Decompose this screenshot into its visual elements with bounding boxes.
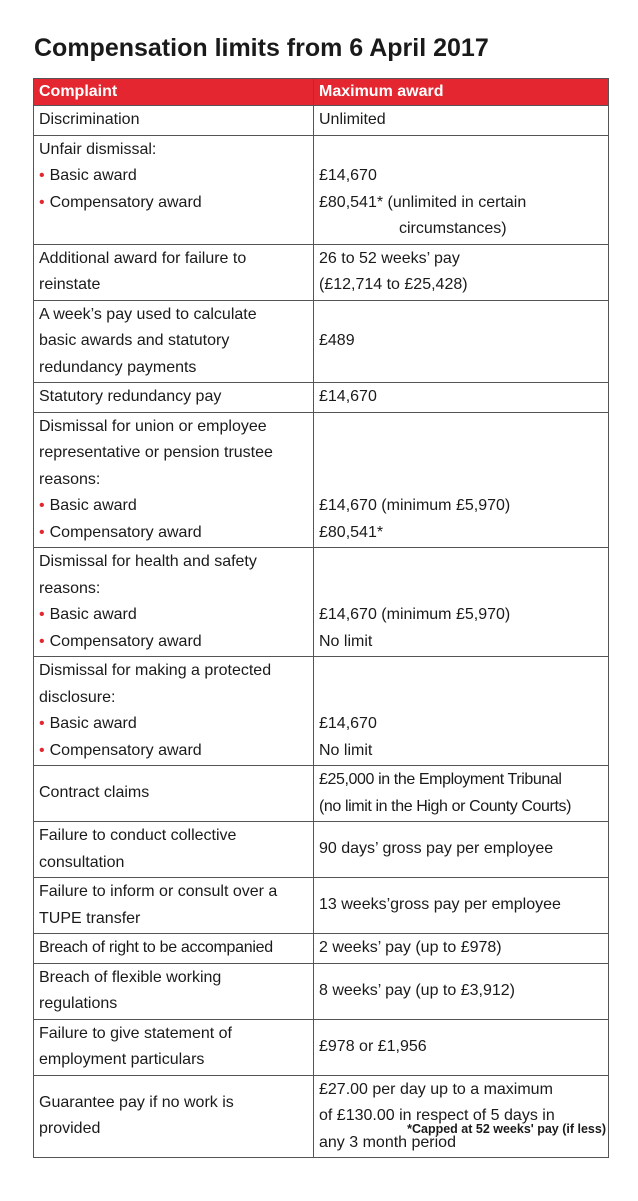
table-row bbox=[34, 300, 609, 383]
complaint-line: reasons: bbox=[39, 470, 101, 488]
complaint-line: Dismissal for making a protected bbox=[39, 662, 272, 679]
complaint-cell bbox=[34, 135, 314, 244]
award-cell: £978 or £1,956 bbox=[314, 1019, 609, 1075]
bullet-text: Compensatory award bbox=[49, 193, 202, 211]
award-line: 26 to 52 weeks’ pay bbox=[319, 249, 460, 267]
award-line: £80,541* bbox=[319, 523, 384, 541]
bullet-icon: • bbox=[39, 167, 45, 184]
complaint-cell: Breach of right to be accompanied bbox=[34, 934, 314, 964]
complaint-cell: Discrimination bbox=[34, 106, 314, 136]
bullet-text: Basic award bbox=[49, 497, 137, 514]
bullet-icon: • bbox=[39, 715, 45, 732]
award-cell: £14,670 bbox=[314, 383, 609, 413]
award-line: £25,000 in the Employment Tribunal bbox=[319, 771, 562, 788]
award-cell bbox=[314, 766, 609, 822]
bullet-item bbox=[39, 711, 308, 738]
table-row bbox=[34, 1075, 609, 1158]
page-title: Compensation limits from 6 April 2017 bbox=[34, 34, 489, 62]
complaint-line: provided bbox=[39, 1120, 101, 1138]
table-row bbox=[34, 383, 609, 413]
bullet-text: Compensatory award bbox=[49, 632, 202, 650]
complaint-cell: Statutory redundancy pay bbox=[34, 383, 314, 413]
bullet-item bbox=[39, 163, 308, 190]
complaint-line: disclosure: bbox=[39, 688, 116, 706]
complaint-cell bbox=[34, 657, 314, 766]
complaint-cell bbox=[34, 300, 314, 383]
complaint-line: employment particulars bbox=[39, 1051, 205, 1068]
complaint-cell bbox=[34, 548, 314, 657]
bullet-text: Basic award bbox=[49, 715, 137, 732]
complaint-line: representative or pension trustee bbox=[39, 444, 273, 461]
award-cell: 2 weeks’ pay (up to £978) bbox=[314, 934, 609, 964]
table-row bbox=[34, 135, 609, 244]
header-complaint: Complaint bbox=[34, 79, 314, 106]
table-row bbox=[34, 412, 609, 548]
complaint-line: basic awards and statutory bbox=[39, 332, 230, 349]
complaint-line: Dismissal for union or employee bbox=[39, 417, 267, 435]
award-line: £27.00 per day up to a maximum bbox=[319, 1080, 553, 1098]
award-cell bbox=[314, 135, 609, 244]
table-row bbox=[34, 106, 609, 136]
complaint-line: A week’s pay used to calculate bbox=[39, 305, 257, 323]
compensation-table bbox=[33, 78, 609, 1158]
award-line: (no limit in the High or County Courts) bbox=[319, 797, 572, 815]
complaint-cell bbox=[34, 822, 314, 878]
bullet-icon: • bbox=[39, 741, 45, 759]
table-row bbox=[34, 822, 609, 878]
complaint-cell bbox=[34, 1019, 314, 1075]
complaint-line: Failure to inform or consult over a bbox=[39, 883, 278, 900]
award-line: No limit bbox=[319, 741, 373, 759]
bullet-text: Compensatory award bbox=[49, 523, 202, 541]
table-header-row bbox=[34, 79, 609, 106]
table-row bbox=[34, 244, 609, 300]
complaint-line: Additional award for failure to bbox=[39, 249, 247, 267]
bullet-icon: • bbox=[39, 523, 45, 541]
bullet-icon: • bbox=[39, 606, 45, 623]
award-line: of £130.00 in respect of 5 days in bbox=[319, 1107, 555, 1124]
bullet-text: Compensatory award bbox=[49, 741, 202, 759]
award-cell: £489 bbox=[314, 300, 609, 383]
table-row bbox=[34, 934, 609, 964]
award-line: No limit bbox=[319, 632, 373, 650]
bullet-item bbox=[39, 493, 308, 520]
table-row bbox=[34, 548, 609, 657]
complaint-line: reasons: bbox=[39, 579, 101, 597]
bullet-icon: • bbox=[39, 193, 45, 211]
table-row bbox=[34, 766, 609, 822]
award-line: £14,670 bbox=[319, 167, 377, 184]
bullet-item bbox=[39, 629, 308, 656]
complaint-line: Breach of flexible working bbox=[39, 968, 222, 986]
award-cell: Unlimited bbox=[314, 106, 609, 136]
award-cell bbox=[314, 1075, 609, 1158]
table-row bbox=[34, 963, 609, 1019]
complaint-line: Failure to give statement of bbox=[39, 1024, 232, 1042]
award-line: £80,541* (unlimited in certain bbox=[319, 193, 527, 211]
table-row bbox=[34, 657, 609, 766]
table-row bbox=[34, 878, 609, 934]
bullet-icon: • bbox=[39, 632, 45, 650]
complaint-line: Guarantee pay if no work is bbox=[39, 1093, 234, 1111]
award-cell bbox=[314, 548, 609, 657]
complaint-line: reinstate bbox=[39, 276, 101, 293]
complaint-cell bbox=[34, 412, 314, 548]
complaint-line-spacer bbox=[39, 216, 308, 243]
bullet-text: Basic award bbox=[49, 167, 137, 184]
complaint-cell bbox=[34, 963, 314, 1019]
bullet-item bbox=[39, 738, 308, 765]
complaint-line: regulations bbox=[39, 995, 118, 1012]
header-maximum-award: Maximum award bbox=[314, 79, 609, 106]
award-cell: 13 weeks’gross pay per employee bbox=[314, 878, 609, 934]
award-cell: 8 weeks’ pay (up to £3,912) bbox=[314, 963, 609, 1019]
footnote: *Capped at 52 weeks' pay (if less) bbox=[407, 1122, 606, 1136]
complaint-line: Failure to conduct collective bbox=[39, 827, 237, 844]
table-row bbox=[34, 1019, 609, 1075]
bullet-item bbox=[39, 520, 308, 547]
complaint-cell bbox=[34, 878, 314, 934]
award-line: any 3 month period bbox=[319, 1133, 456, 1151]
award-line: circumstances) bbox=[399, 220, 507, 237]
complaint-line: Unfair dismissal: bbox=[39, 140, 157, 158]
bullet-item bbox=[39, 602, 308, 629]
award-line: (£12,714 to £25,428) bbox=[319, 276, 468, 293]
bullet-icon: • bbox=[39, 497, 45, 514]
complaint-cell bbox=[34, 1075, 314, 1158]
award-cell: 90 days’ gross pay per employee bbox=[314, 822, 609, 878]
award-line: £14,670 bbox=[319, 715, 377, 732]
award-line: £14,670 (minimum £5,970) bbox=[319, 497, 511, 514]
award-line: £14,670 (minimum £5,970) bbox=[319, 606, 511, 623]
complaint-line: consultation bbox=[39, 853, 125, 871]
complaint-cell: Contract claims bbox=[34, 766, 314, 822]
award-cell bbox=[314, 244, 609, 300]
bullet-item bbox=[39, 190, 308, 217]
bullet-text: Basic award bbox=[49, 606, 137, 623]
complaint-line: TUPE transfer bbox=[39, 909, 141, 927]
award-cell bbox=[314, 412, 609, 548]
complaint-line: redundancy payments bbox=[39, 358, 197, 376]
complaint-line: Dismissal for health and safety bbox=[39, 553, 257, 570]
complaint-cell bbox=[34, 244, 314, 300]
award-cell bbox=[314, 657, 609, 766]
